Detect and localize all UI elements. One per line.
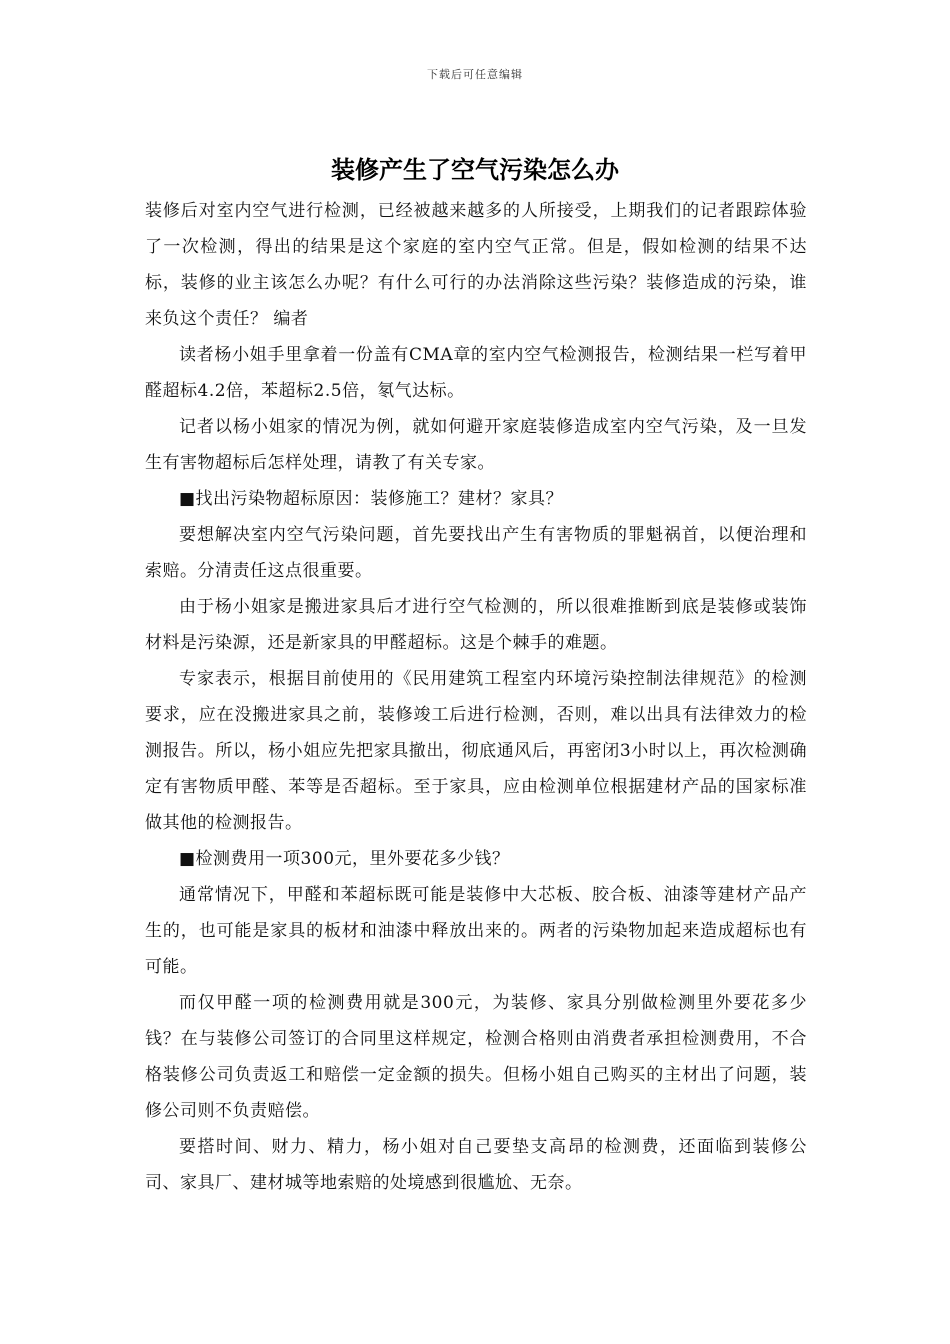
document-body [145,193,807,1201]
paragraph: 专家表示，根据目前使用的《民用建筑工程室内环境污染控制法律规范》的检测要求，应在没搬进家具之前，装修竣工后进行检测，否则，难以出具有法律效力的检测报告。所以，杨小姐应先把家具撤出，彻底通风后，再密闭3小时以上，再次检测确定有害物质甲醛、苯等是否超标。至于家具，应由检测单位根据建材产品的国家标准做其他的检测报告。 [145,669,807,833]
paragraph: 要想解决室内空气污染问题，首先要找出产生有害物质的罪魁祸首，以便治理和索赔。分清责任这点很重要。 [145,525,807,581]
paragraph: 通常情况下，甲醛和苯超标既可能是装修中大芯板、胶合板、油漆等建材产品产生的，也可能是家具的板材和油漆中释放出来的。两者的污染物加起来造成超标也有可能。 [145,885,807,977]
paragraph: 读者杨小姐手里拿着一份盖有CMA章的室内空气检测报告，检测结果一栏写着甲醛超标4.2倍，苯超标2.5倍，氡气达标。 [145,345,807,401]
section-heading: ■检测费用一项300元，里外要花多少钱？ [179,849,510,869]
paragraph: 而仅甲醛一项的检测费用就是300元，为装修、家具分别做检测里外要花多少钱？在与装修公司签订的合同里这样规定，检测合格则由消费者承担检测费用，不合格装修公司负责返工和赔偿一定金额的损失。但杨小姐自己购买的主材出了问题，装修公司则不负责赔偿。 [145,993,807,1121]
paragraph: 要搭时间、财力、精力，杨小姐对自己要垫支高昂的检测费，还面临到装修公司、家具厂、建材城等地索赔的处境感到很尴尬、无奈。 [145,1137,807,1193]
section-heading: ■找出污染物超标原因：装修施工？建材？家具？ [179,489,564,509]
paragraph-intro: 装修后对室内空气进行检测，已经被越来越多的人所接受，上期我们的记者跟踪体验了一次检测，得出的结果是这个家庭的室内空气正常。但是，假如检测的结果不达标，装修的业主该怎么办呢？有什么可行的办法消除这些污染？装修造成的污染，谁来负这个责任？ 编者 [145,201,807,329]
paragraph: 由于杨小姐家是搬进家具后才进行空气检测的，所以很难推断到底是装修或装饰材料是污染源，还是新家具的甲醛超标。这是个棘手的难题。 [145,597,807,653]
paragraph: 记者以杨小姐家的情况为例，就如何避开家庭装修造成室内空气污染，及一旦发生有害物超标后怎样处理，请教了有关专家。 [145,417,807,473]
header-note: 下载后可任意编辑 [427,68,523,81]
document-title: 装修产生了空气污染怎么办 [331,156,619,184]
